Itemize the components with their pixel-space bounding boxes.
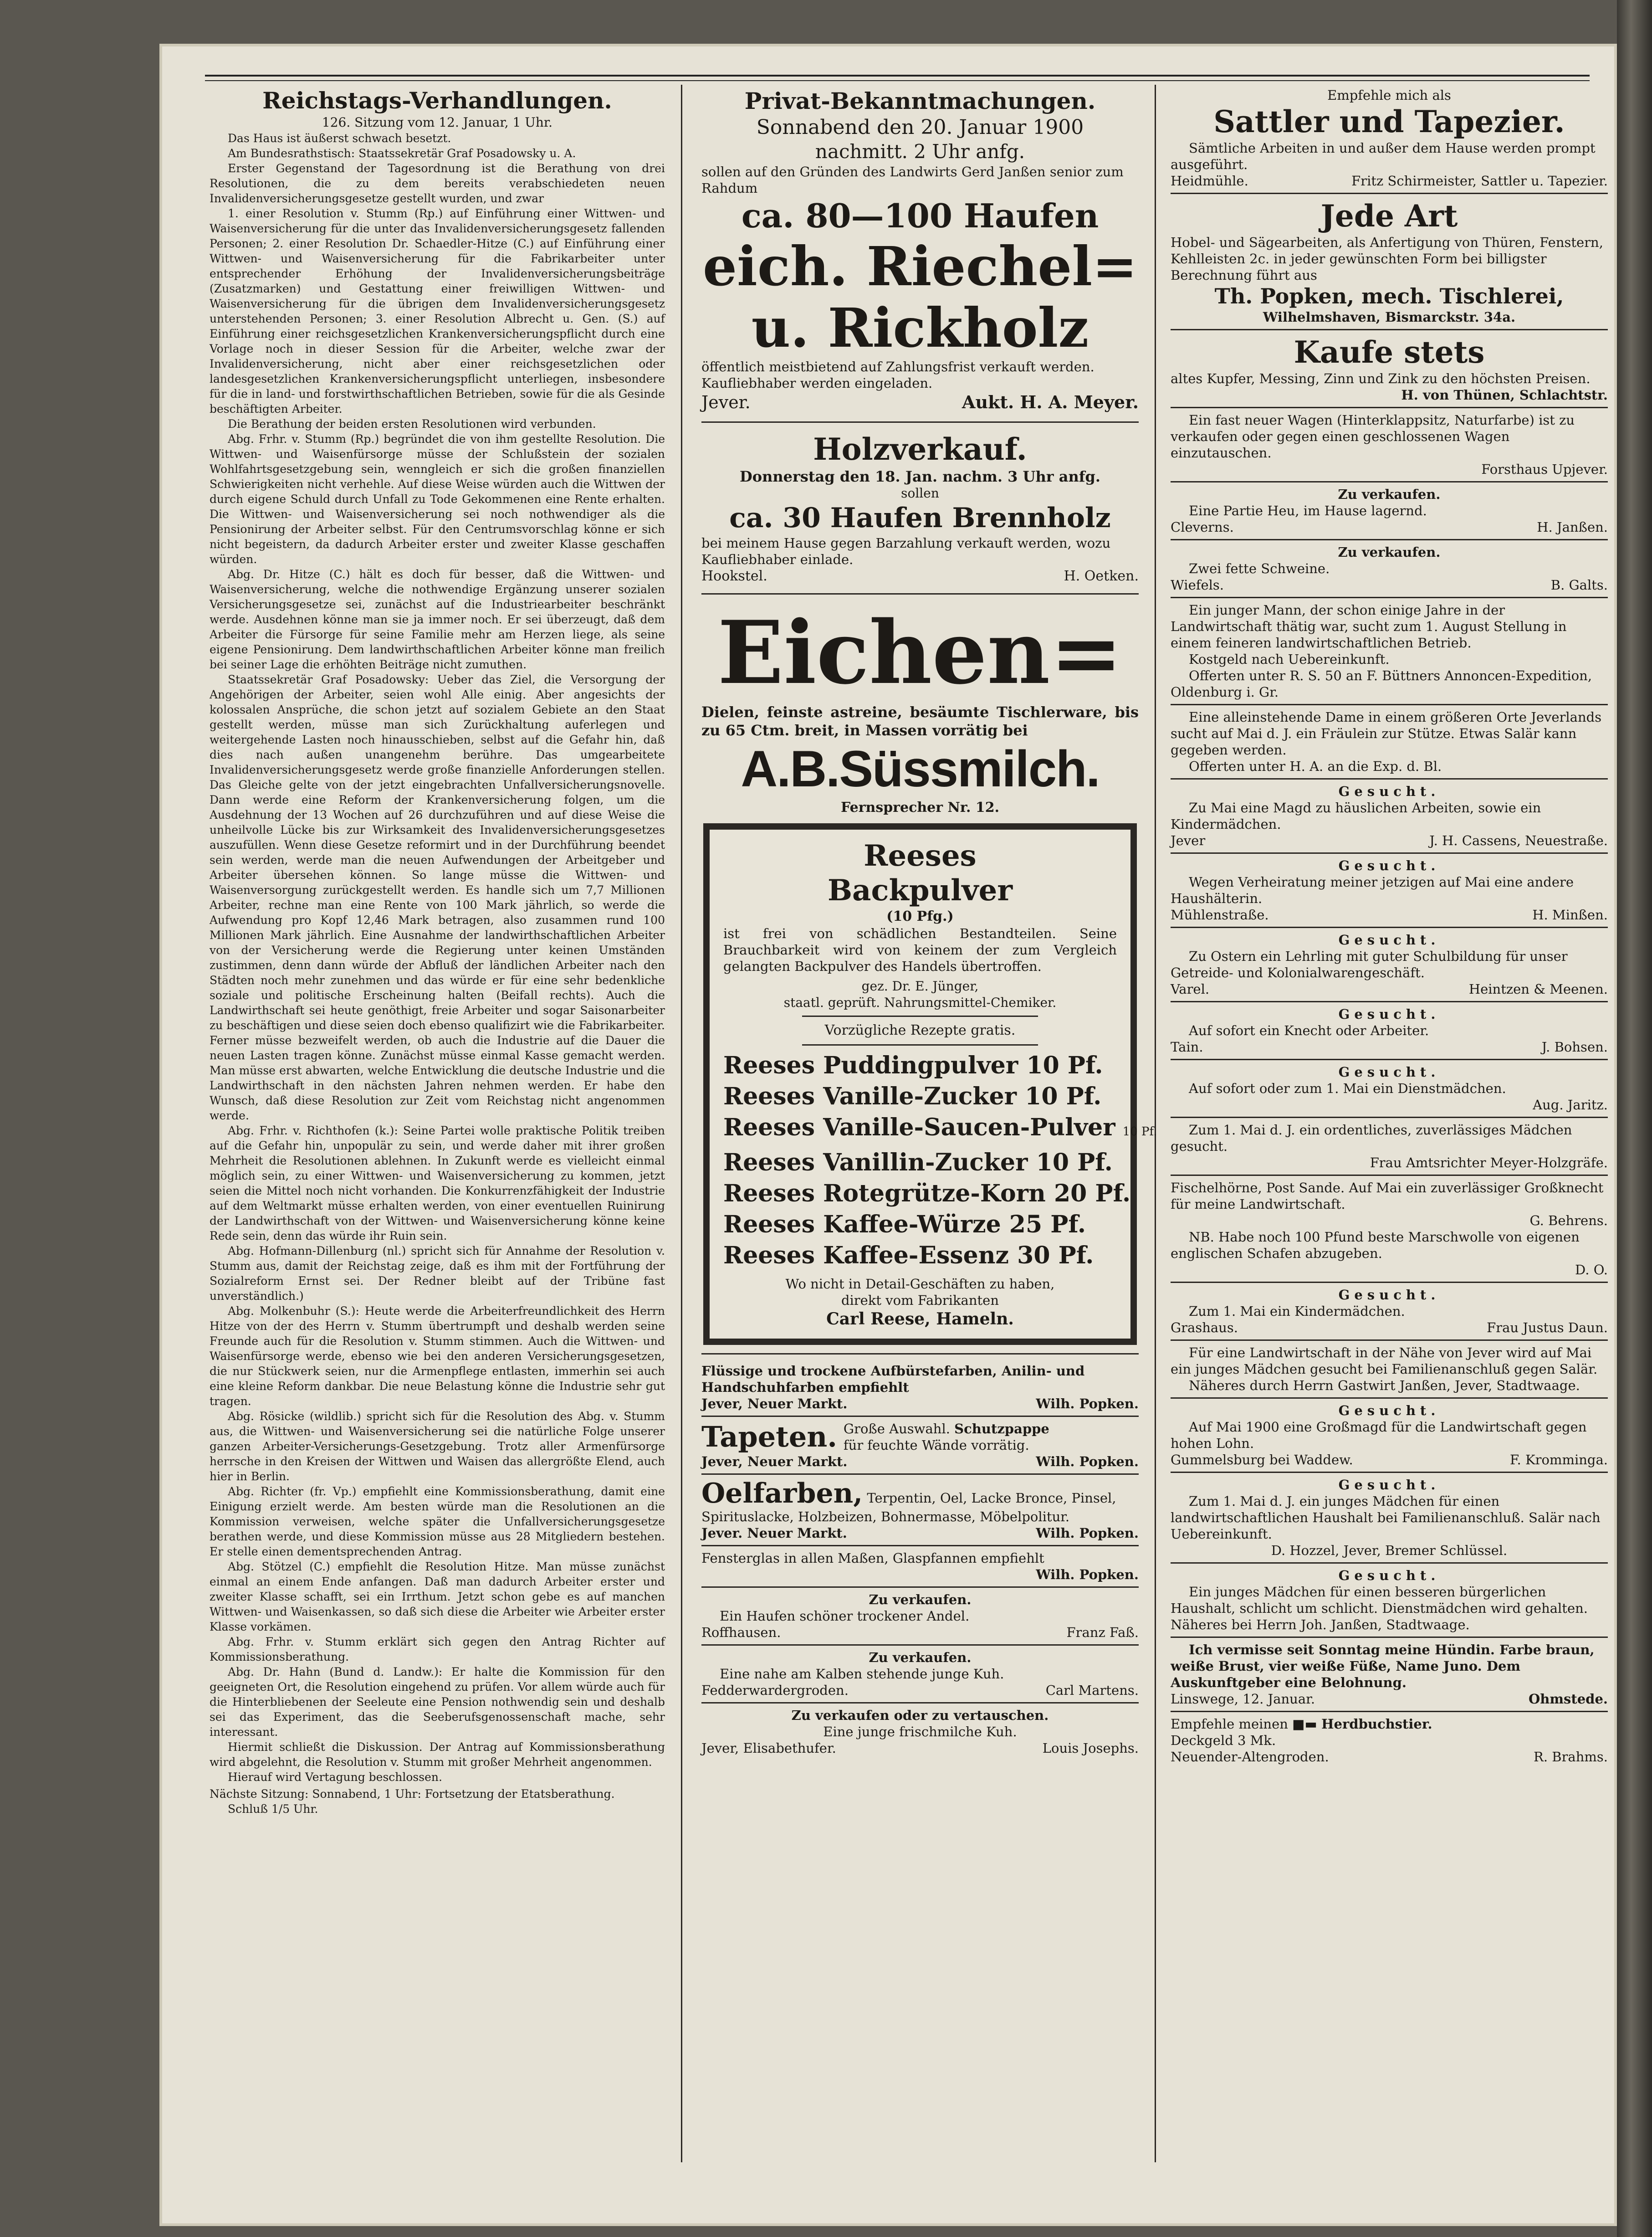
article-paragraph: Abg. Stötzel (C.) empfiehlt die Resolution Hitze. Man müsse zunächst einmal an einem Ende anfangen. Daß man dadurch Arbeiter erster und zweiter Klasse schafft, sei ein Irrthum. Jetzt schon gebe es auf manchen Wittwen- und Waisenkassen, so daß sich diese die Arbeiter wie Arbeiter erster Klasse vorkämen. <box>210 1560 665 1633</box>
article-paragraph: Staatssekretär Graf Posadowsky: Ueber das Ziel, die Versorgung der Angehörigen der Arbeiter, seien wohl Alle einig. Aber angesichts der kolossalen Ansprüche, die schon jetzt auf sozialem Gebiete an den Staat gestellt werden, müsse man sich Zurückhaltung auferlegen und weitergehende Lasten noch hinausschieben, selbst auf die Gefahr hin, daß dies nach außen unangenehm berühre. Das umgearbeitete Invalidenversicherungsgesetz werde große finanzielle Anforderungen stellen. Das Gleiche gelte von der jetzt eingebrachten Unfallversicherungsnovelle. Dann werde eine Reform der Krankenversicherung folgen, um die Ausdehnung der 13 Wochen auf 26 durchzuführen und auf diese Weise die unheilvolle Lücke bis zur Wirksamkeit des Invalidenversicherungsgesetzes auszufüllen. Wenn diese Gesetze reformirt und in der Durchführung beendet sein werden, werde man die neuen Aufwendungen der Arbeitgeber und Arbeiter übersehen können. So lange müsse die Wittwen- und Waisenversorgung zurückgestellt werden. Es handle sich um 7,7 Millionen Arbeiter, rechne man eine Rente von 100 Mark jährlich, so werde die Aufwendung pro Kopf 12,46 Mark betragen, also zusammen rund 100 Millionen Mark jährlich. Eine Ausnahme der landwirthschaftlichen Arbeiter von der Versicherung werde die Regierung unter keinen Umständen zustimmen, denn dann würde der Abfluß der ländlichen Arbeiter nach den Städten noch mehr zunehmen und das würde er für eine sehr bedenkliche soziale und politische Erscheinung halten (Beifall rechts). Auch die Landwirthschaft sei heute genöthigt, freie Arbeiter und sogar Saisonarbeiter zu beschäftigen und diese seien doch ebenso qualifizirt wie die Fabrikarbeiter. Ferner müsse bezweifelt werden, ob auch die Industrie auf die Dauer die neuen Lasten tragen könne. Zunächst müsse einmal Kasse gemacht werden. Man müsse erst abwarten, welche Entwicklung die deutsche Industrie und die Landwirthschaft in den nächsten Jahren nehmen werden. Er habe den Wunsch, daß diese Resolution zur Zeit vom Reichstag nicht angenommen werde. <box>210 673 665 1122</box>
separator <box>701 1353 1139 1355</box>
sattler-place: Heidmühle. <box>1171 173 1248 189</box>
eichen-ad <box>701 603 1139 817</box>
separator <box>1171 407 1608 408</box>
schweine-ad <box>1171 544 1608 593</box>
holz-signature: H. Oetken. <box>1064 568 1139 584</box>
popken-farben-signature: Wilh. Popken. <box>1036 1396 1139 1411</box>
reese-product-item <box>723 1081 1117 1112</box>
separator <box>701 421 1139 423</box>
gesucht6-text: Zum 1. Mai ein Kindermädchen. <box>1189 1303 1405 1319</box>
tapeten-text-3: für feuchte Wände vorrätig. <box>843 1437 1029 1453</box>
popken-tischlerei-ad <box>1171 198 1608 325</box>
reese-signature-2: staatl. geprüft. Nahrungsmittel-Chemiker. <box>783 995 1057 1010</box>
reese-product-label: Reeses Rotegrütze-Korn 20 Pf. <box>723 1180 1131 1207</box>
fensterglas-ad <box>701 1550 1139 1583</box>
mann-text-2: Kostgeld nach Uebereinkunft. <box>1189 652 1390 667</box>
gesucht4-title: Gesucht. <box>1338 1006 1440 1022</box>
landwirtschaft-maedchen-ad <box>1171 1344 1608 1394</box>
sattler-signature: Fritz Schirmeister, Sattler u. Tapezier. <box>1351 173 1608 189</box>
wagen-ad <box>1171 412 1608 477</box>
gesucht-haushaelterin-ad <box>1171 857 1608 923</box>
gesucht2-title: Gesucht. <box>1338 858 1440 873</box>
reese-price: (10 Pfg.) <box>886 908 954 924</box>
gesucht-lehrling-ad <box>1171 932 1608 997</box>
gesucht-kindermaedchen-ad <box>1171 1287 1608 1336</box>
kaufe-stets-ad <box>1171 334 1608 403</box>
holz-place: Hookstel. <box>701 568 767 584</box>
gesucht-grossmagd-ad <box>1171 1402 1608 1468</box>
eichen-body: Dielen, feinste astreine, besäumte Tischlerware, bis zu 65 Ctm. breit, in Massen vorrätig bei <box>701 703 1139 739</box>
tischlerei-firm: Th. Popken, mech. Tischlerei, <box>1214 284 1564 308</box>
fischel-signature: G. Behrens. <box>1529 1213 1608 1228</box>
reichstag-title: Reichstags-Verhandlungen. <box>262 87 612 114</box>
private-notices-header: Privat-Bekanntmachungen. <box>744 87 1096 114</box>
sattler-pre: Empfehle mich als <box>1327 87 1451 103</box>
auction-quantity: ca. 80—100 Haufen <box>741 196 1099 235</box>
wagen-signature: Forsthaus Upjever. <box>1481 462 1608 477</box>
separator <box>701 1702 1139 1703</box>
brahms-pre: Empfehle meinen <box>1171 1716 1288 1732</box>
gesucht1-text: Zu Mai eine Magd zu häuslichen Arbeiten, sowie ein Kindermädchen. <box>1171 800 1541 832</box>
separator <box>1171 1397 1608 1399</box>
gesucht5-text: Auf sofort oder zum 1. Mai ein Dienstmädchen. <box>1189 1081 1506 1096</box>
separator <box>802 1016 1038 1017</box>
huendin-place: Linswege, 12. Januar. <box>1171 1691 1315 1707</box>
sattler-text: Sämtliche Arbeiten in und außer dem Hause werden prompt ausgeführt. <box>1171 140 1596 172</box>
reese-product-item <box>723 1147 1117 1178</box>
gesucht1-title: Gesucht. <box>1338 784 1440 799</box>
separator <box>802 1044 1038 1046</box>
tischlerei-address: Wilhelmshaven, Bismarckstr. 34a. <box>1263 309 1516 325</box>
gesucht2-place: Mühlenstraße. <box>1171 907 1269 923</box>
schweine-text: Zwei fette Schweine. <box>1189 561 1330 576</box>
separator <box>701 1416 1139 1417</box>
separator <box>1171 1282 1608 1283</box>
reese-product-label: Reeses Vanille-Zucker 10 Pf. <box>723 1083 1102 1110</box>
holz-sollen: sollen <box>901 486 939 501</box>
huendin-ad <box>1171 1642 1608 1707</box>
column-advertisements-right <box>1171 87 1608 2155</box>
wagen-text: Ein fast neuer Wagen (Hinterklappsitz, Naturfarbe) ist zu verkaufen oder gegen einen geschlossenen Wagen einzutauschen. <box>1171 412 1575 461</box>
oelfarben-place: Jever. Neuer Markt. <box>701 1525 847 1541</box>
verk1-text: Ein Haufen schöner trockener Andel. <box>720 1608 970 1624</box>
gesucht2-signature: H. Minßen. <box>1532 907 1608 923</box>
column-rule-2 <box>1155 85 1156 2162</box>
gesucht7-signature: F. Kromminga. <box>1509 1452 1608 1467</box>
sattler-title: Sattler und Tapezier. <box>1213 104 1565 139</box>
separator <box>701 1545 1139 1546</box>
oelfarben-text: Terpentin, Oel, Lacke Bronce, Pinsel, Spirituslacke, Holzbeizen, Bohnermasse, Möbelpolitur. <box>701 1490 1116 1524</box>
reese-product-label: Reeses Kaffee-Würze 25 Pf. <box>723 1211 1086 1238</box>
verk1-place: Roffhausen. <box>701 1625 781 1640</box>
jede-art-title: Jede Art <box>1320 198 1458 234</box>
gesucht3-place: Varel. <box>1171 981 1210 997</box>
gesucht3-title: Gesucht. <box>1338 932 1440 948</box>
verk3-text: Eine junge frischmilche Kuh. <box>823 1724 1017 1739</box>
article-paragraph: Abg. Molkenbuhr (S.): Heute werde die Arbeiterfreundlichkeit des Herrn Hitze von der des Herrn v. Stumm übertrumpft und deshalb werden seine Freunde auch für die Resolution v. Stumm stimmen. Auch die Wittwen- und Waisenfürsorge werde, ebenso wie bei den anderen Versicherungsgesetzen, die nur Stückwerk seien, nur die Armenpflege entlasten, immerhin sei auch eine kleine Reform dankbar. Die neue Belastung könne die Industrie sehr gut tragen. <box>210 1304 665 1408</box>
gesucht-buergerlich-ad <box>1171 1567 1608 1633</box>
gesucht9-text: Ein junges Mädchen für einen besseren bürgerlichen Haushalt, schlicht um schlicht. Dienstmädchen wird gehalten. Näheres bei Herrn Joh. Janßen, Stadtwaage. <box>1171 1584 1588 1632</box>
verk3-title: Zu verkaufen oder zu vertauschen. <box>791 1708 1049 1723</box>
separator <box>701 1473 1139 1475</box>
reese-backpulver-ad <box>703 823 1157 1345</box>
popken-aufbuerstefarben-ad <box>701 1363 1139 1412</box>
fensterglas-text: Fensterglas in allen Maßen, Glaspfannen empfiehlt <box>701 1550 1044 1566</box>
holzverkauf-ad <box>701 431 1139 585</box>
landwirt-text: Für eine Landwirtschaft in der Nähe von Jever wird auf Mai ein junges Mädchen gesucht bei Familienanschluß gegen Salär. <box>1171 1345 1598 1377</box>
oelfarben-ad <box>701 1478 1139 1541</box>
schweine-place: Wiefels. <box>1171 577 1224 593</box>
zu-verkaufen-andel-ad <box>701 1591 1139 1641</box>
separator <box>1171 1472 1608 1473</box>
verk2-text: Eine nahe am Kalben stehende junge Kuh. <box>720 1666 1004 1682</box>
brahms-signature: R. Brahms. <box>1533 1749 1608 1765</box>
auction-place: Jever. <box>701 392 751 412</box>
column-advertisements-center <box>701 87 1157 2155</box>
article-paragraph: Abg. Frhr. v. Richthofen (k.): Seine Partei wolle praktische Politik treiben auf die Gefahr hin, unpopulär zu sein, und werde daher mit ihrer großen Mehrheit die Resolutionen ablehnen. In Zukunft werde es vielleicht einmal möglich sein, zu einer Wittwen- und Waisenversicherung zu kommen, jetzt seien die Mittel noch nicht vorhanden. Die Konkurrenzfähigkeit der Industrie auf dem Weltmarkt müsse erhalten werden, von einer eventuellen Ruinirung der Landwirthschaft von der Wittwen- und Waisenversicherung könne keine Rede sein, denn das würde ihr Ruin sein. <box>210 1124 665 1242</box>
fischel-nb: NB. Habe noch 100 Pfund beste Marschwolle von eigenen englischen Schafen abzugeben. <box>1171 1229 1580 1261</box>
auction-body: öffentlich meistbietend auf Zahlungsfrist verkauft werden. Kaufliebhaber werden eingeladen. <box>701 359 1095 391</box>
tapeten-place: Jever, Neuer Markt. <box>701 1454 848 1469</box>
gesucht6-place: Grashaus. <box>1171 1320 1238 1335</box>
verk1-title: Zu verkaufen. <box>869 1592 972 1607</box>
separator <box>1171 852 1608 854</box>
reese-title-2: Backpulver <box>827 873 1013 908</box>
kaufe-signature: H. von Thünen, Schlachtstr. <box>1401 387 1608 403</box>
holz-date: Donnerstag den 18. Jan. nachm. 3 Uhr anfg. <box>739 468 1100 485</box>
gesucht5-title: Gesucht. <box>1338 1064 1440 1080</box>
holz-body: bei meinem Hause gegen Barzahlung verkauft werden, wozu Kaufliebhaber einlade. <box>701 535 1111 567</box>
kaufe-title: Kaufe stets <box>1294 334 1485 370</box>
fischel-nb-signature: D. O. <box>1575 1262 1608 1278</box>
zu-verkaufen-vertauschen-ad <box>701 1707 1139 1756</box>
separator <box>1171 1117 1608 1118</box>
maedchen-signature: Frau Amtsrichter Meyer-Holzgräfe. <box>1370 1155 1608 1170</box>
separator <box>701 593 1139 595</box>
heu-title: Zu verkaufen. <box>1338 487 1441 502</box>
gesucht3-signature: Heintzen & Meenen. <box>1468 981 1608 997</box>
reese-product-item <box>723 1240 1117 1271</box>
session-line: 126. Sitzung vom 12. Januar, 1 Uhr. <box>322 115 553 130</box>
bull-icon: ■▬ <box>1292 1716 1317 1732</box>
eichen-title: Eichen= <box>717 602 1123 703</box>
auction-item-2: u. Rickholz <box>751 296 1089 359</box>
oelfarben-signature: Wilh. Popken. <box>1036 1525 1139 1541</box>
reese-footer-1: Wo nicht in Detail-Geschäften zu haben, <box>785 1276 1055 1292</box>
gesucht4-text: Auf sofort ein Knecht oder Arbeiter. <box>1189 1023 1429 1038</box>
scan-edge <box>1617 0 1652 2237</box>
tapeten-title: Tapeten. <box>701 1420 837 1453</box>
separator <box>1171 539 1608 540</box>
gesucht-junges-maedchen-ad <box>1171 1477 1608 1559</box>
oelfarben-title: Oelfarben, <box>701 1478 863 1509</box>
holz-quantity: ca. 30 Haufen Brennholz <box>729 502 1111 534</box>
article-paragraph: Abg. Frhr. v. Stumm erklärt sich gegen den Antrag Richter auf Kommissionsberathung. <box>210 1635 665 1663</box>
reese-body: ist frei von schädlichen Bestandteilen. Seine Brauchbarkeit wird von keinem der zum Vergleich gelangten Backpulver des Handels übertroffen. <box>723 926 1117 974</box>
separator <box>1171 329 1608 330</box>
brahms-place: Neuender-Altengroden. <box>1171 1749 1329 1765</box>
heu-ad <box>1171 486 1608 535</box>
fensterglas-signature: Wilh. Popken. <box>1036 1567 1139 1582</box>
auction-text: sollen auf den Gründen des Landwirts Gerd Janßen senior zum Rahdum <box>701 164 1124 196</box>
holz-title: Holzverkauf. <box>813 431 1027 467</box>
verk1-signature: Franz Faß. <box>1066 1625 1139 1640</box>
separator <box>1171 1711 1608 1712</box>
gesucht6-title: Gesucht. <box>1338 1287 1440 1303</box>
article-paragraph: Das Haus ist äußerst schwach besetzt. <box>228 132 451 145</box>
article-paragraph: Abg. Hofmann-Dillenburg (nl.) spricht sich für Annahme der Resolution v. Stumm aus, damit der Reichstag zeige, daß es ihm mit der Fortführung der Sozialreform Ernst sei. Der Redner bleibt auf der Tribüne fast unverständlich.) <box>210 1244 665 1303</box>
tapeten-signature: Wilh. Popken. <box>1036 1454 1139 1469</box>
separator <box>1171 1059 1608 1060</box>
gesucht4-place: Tain. <box>1171 1039 1203 1055</box>
gesucht-dienstmaedchen-ad <box>1171 1064 1608 1113</box>
brahms-title: Herdbuchstier. <box>1321 1716 1432 1732</box>
reese-sauce-price: 10 Pf. <box>1122 1125 1157 1139</box>
tischlerei-text: Hobel- und Sägearbeiten, als Anfertigung von Thüren, Fenstern, Kehlleisten 2c. in jeder gewünschten Form bei billigster Berechnung führt aus <box>1171 235 1603 283</box>
auction-signature: Aukt. H. A. Meyer. <box>962 392 1139 412</box>
zu-verkaufen-kuh-ad <box>701 1649 1139 1698</box>
separator <box>701 1644 1139 1646</box>
fischel-text: Fischelhörne, Post Sande. Auf Mai ein zuverlässiger Großknecht für meine Landwirtschaft. <box>1171 1180 1604 1212</box>
brahms-text: Deckgeld 3 Mk. <box>1171 1733 1276 1748</box>
reese-recipes: Vorzügliche Rezepte gratis. <box>824 1022 1016 1038</box>
eichen-phone: Fernsprecher Nr. 12. <box>840 800 1000 816</box>
reese-title-1: Reeses <box>864 839 977 873</box>
article-paragraph: 1. einer Resolution v. Stumm (Rp.) auf Einführung einer Wittwen- und Waisenversicherung für die unter das Invalidenversicherungsgesetz fallenden Personen; 2. einer Resolution Dr. Schaedler-Hitze (C.) auf Einführung einer Wittwen- und Waisenversicherung für die Fabrikarbeiter unter entsprechender Erhöhung der Invalidenversicherungsbeiträge (Zusatzmarken) und Gestattung einer freiwilligen Wittwen- und Waisenversicherung für die übrigen dem Invalidenversicherungsgesetz unterstehenden Personen; 3. einer Resolution Albrecht u. Gen. (S.) auf Einführung einer reichsgesetzlichen Krankenversicherungspflicht durch eine Vorlage noch in dieser Session für die Arbeiter, welche zwar der Invalidenversicherung, nicht aber einer reichsgesetzlichen oder landesgesetzlichen Krankenversicherungspflicht unterliegen, insbesondere für die in land- und forstwirthschaftlichen Betrieben, sowie für die als Gesinde beschäftigten Arbeiter. <box>210 207 665 416</box>
gesucht3-text: Zu Ostern ein Lehrling mit guter Schulbildung für unser Getreide- und Kolonialwarengeschäft. <box>1171 949 1568 980</box>
dame-text: Eine alleinstehende Dame in einem größeren Orte Jeverlands sucht auf Mai d. J. ein Fräulein zur Stütze. Etwas Salär kann gegeben werden. <box>1171 709 1602 758</box>
article-paragraph: Erster Gegenstand der Tagesordnung ist die Berathung von drei Resolutionen, die zu dem bereits verabschiedeten neuen Invalidenversicherungsgesetze gestellt wurden, und zwar <box>210 162 665 205</box>
mann-text: Ein junger Mann, der schon einige Jahre in der Landwirtschaft thätig war, sucht zum 1. August Stellung in einem feineren landwirtschaftlichen Betrieb. <box>1171 602 1567 651</box>
auction-item-1: eich. Riechel= <box>702 235 1138 298</box>
reichstag-article-body <box>210 131 665 1785</box>
popken-farben-place: Jever, Neuer Markt. <box>701 1396 848 1411</box>
article-paragraph: Abg. Rösicke (wildlib.) spricht sich für die Resolution des Abg. v. Stumm aus, die Wittwen- und Waisenversicherung sei die natürliche Folge unserer ganzen Arbeiter-Versicherungs-Gesetzgebung. Trotz aller Armenfürsorge herrsche in den Kreisen der Wittwen und Waisen das allergrößte Elend, auch hier in Berlin. <box>210 1410 665 1483</box>
tapeten-text-1: Große Auswahl. <box>843 1421 950 1437</box>
gesucht5-signature: Aug. Jaritz. <box>1533 1097 1608 1113</box>
next-session: Nächste Sitzung: Sonnabend, 1 Uhr: Fortsetzung der Etatsberathung. <box>210 1787 615 1801</box>
verk2-place: Fedderwardergroden. <box>701 1683 849 1698</box>
heu-signature: H. Janßen. <box>1537 519 1608 535</box>
gesucht8-signature: D. Hozzel, Jever, Bremer Schlüssel. <box>1271 1543 1508 1558</box>
huendin-text: Ich vermisse seit Sonntag meine Hündin. Farbe braun, weiße Brust, vier weiße Füße, Name Juno. Dem Auskunftgeber eine Belohnung. <box>1171 1642 1595 1690</box>
separator <box>1171 481 1608 482</box>
reese-product-item <box>723 1050 1117 1081</box>
gesucht9-title: Gesucht. <box>1338 1568 1440 1583</box>
heu-text: Eine Partie Heu, im Hause lagernd. <box>1189 503 1427 518</box>
sattler-ad <box>1171 87 1608 189</box>
eichen-firm: A.B.Süssmilch. <box>741 740 1100 797</box>
schweine-signature: B. Galts. <box>1550 577 1608 593</box>
herdbuchstier-ad <box>1171 1716 1608 1765</box>
reese-product-item <box>723 1112 1157 1147</box>
reese-product-list <box>723 1050 1157 1271</box>
verk3-place: Jever, Elisabethufer. <box>701 1740 836 1756</box>
verk3-signature: Louis Josephs. <box>1042 1740 1139 1756</box>
gesucht8-title: Gesucht. <box>1338 1477 1440 1493</box>
reese-product-label: Reeses Vanille-Saucen-Pulver <box>723 1113 1115 1141</box>
maedchen-text: Zum 1. Mai d. J. ein ordentliches, zuverlässiges Mädchen gesucht. <box>1171 1122 1572 1154</box>
dame-text-2: Offerten unter H. A. an die Exp. d. Bl. <box>1189 759 1442 774</box>
separator <box>1171 1001 1608 1002</box>
gesucht1-place: Jever <box>1171 833 1206 848</box>
gesucht2-text: Wegen Verheiratung meiner jetzigen auf Mai eine andere Haushälterin. <box>1171 874 1574 906</box>
article-paragraph: Die Berathung der beiden ersten Resolutionen wird verbunden. <box>228 417 596 431</box>
reese-signature-1: gez. Dr. E. Jünger, <box>861 979 979 994</box>
separator <box>1171 1637 1608 1638</box>
closing-time: Schluß 1/5 Uhr. <box>228 1802 318 1816</box>
article-paragraph: Am Bundesrathstisch: Staatssekretär Graf Posadowsky u. A. <box>228 147 576 160</box>
popken-farben-text: Flüssige und trockene Aufbürstefarben, Anilin- und Handschuhfarben empfiehlt <box>701 1363 1085 1395</box>
gesucht6-signature: Frau Justus Daun. <box>1487 1320 1608 1335</box>
reese-product-label: Reeses Kaffee-Essenz 30 Pf. <box>723 1242 1094 1269</box>
article-paragraph: Abg. Dr. Hitze (C.) hält es doch für besser, daß die Wittwen- und Waisenversicherung, welche die nothwendige Ergänzung unserer sozialen Versicherungsgesetze sei, zunächst auf die Industriearbeiter beschränkt werde. Ausdehnen könne man sie ja immer noch. Er sei überzeugt, daß dem Arbeiter die Fürsorge für seine Familie mehr am Herzen liege, als seine eigene Pensionirung. Dem landwirthschaftlichen Arbeiter könne man freilich bei seiner Lage die erhöhten Beiträge nicht zumuthen. <box>210 568 665 671</box>
gesucht-knecht-ad <box>1171 1006 1608 1055</box>
verk2-title: Zu verkaufen. <box>869 1650 972 1665</box>
separator <box>1171 1562 1608 1564</box>
article-paragraph: Abg. Richter (fr. Vp.) empfiehlt eine Kommissionsberathung, damit eine Einigung erzielt werde. Am besten würde man die Resolutionen an die Kommission verweisen, welche später die Unfallversicherungsgesetze berathen werde, und diese Kommission müsse aus 28 Mitgliedern bestehen. Er stelle einen dementsprechenden Antrag. <box>210 1485 665 1558</box>
gesucht7-title: Gesucht. <box>1338 1403 1440 1418</box>
separator <box>1171 1175 1608 1176</box>
tapeten-text-2: Schutzpappe <box>954 1421 1049 1437</box>
article-paragraph: Hiermit schließt die Diskussion. Der Antrag auf Kommissionsberathung wird abgelehnt, die Resolution v. Stumm mit großer Mehrheit angenommen. <box>210 1740 665 1769</box>
gesucht-magd-ad <box>1171 783 1608 849</box>
separator <box>1171 927 1608 928</box>
heu-place: Cleverns. <box>1171 519 1234 535</box>
separator <box>1171 778 1608 780</box>
gesucht7-text: Auf Mai 1900 eine Großmagd für die Landwirtschaft gegen hohen Lohn. <box>1171 1419 1587 1451</box>
mann-text-3: Offerten unter R. S. 50 an F. Büttners Annoncen-Expedition, Oldenburg i. Gr. <box>1171 668 1592 700</box>
junger-mann-ad <box>1171 602 1608 700</box>
dame-ad <box>1171 709 1608 775</box>
auction-date: Sonnabend den 20. Januar 1900 <box>756 116 1084 139</box>
reese-maker: Carl Reese, Hameln. <box>826 1309 1014 1329</box>
landwirt-text-2: Näheres durch Herrn Gastwirt Janßen, Jever, Stadtwaage. <box>1189 1378 1580 1393</box>
auction-time: nachmitt. 2 Uhr anfg. <box>815 140 1025 163</box>
huendin-signature: Ohmstede. <box>1528 1691 1608 1707</box>
article-paragraph: Abg. Frhr. v. Stumm (Rp.) begründet die von ihm gestellte Resolution. Die Wittwen- und Waisenfürsorge müsse der Schlußstein der sozialen Wohlfahrtsgesetzgebung sein, wenngleich er sich die großen finanziellen Schwierigkeiten nicht verhehle. Auf diese Weise würden auch die Wittwen der durch eigene Schuld durch Unfall zu Tode Gekommenen eine Rente erhalten. Die Wittwen- und Waisenversicherung sei noch nothwendiger als die Pensionirung der Arbeiter selbst. Für den Centrumsvorschlag könne er sich nicht begeistern, da dadurch Arbeiter erster und zweiter Klasse geschaffen würden. <box>210 432 665 566</box>
separator <box>701 1586 1139 1588</box>
separator <box>1171 597 1608 598</box>
reese-product-label: Reeses Puddingpulver 10 Pf. <box>723 1052 1103 1079</box>
gesucht4-signature: J. Bohsen. <box>1541 1039 1608 1055</box>
kaufe-text: altes Kupfer, Messing, Zinn und Zink zu den höchsten Preisen. <box>1171 371 1591 386</box>
separator <box>1171 1339 1608 1341</box>
reese-footer-2: direkt vom Fabrikanten <box>841 1293 999 1308</box>
top-rule <box>205 75 1590 81</box>
newspaper-page <box>159 44 1617 2226</box>
article-paragraph: Hierauf wird Vertagung beschlossen. <box>228 1770 442 1784</box>
schweine-title: Zu verkaufen. <box>1338 544 1441 560</box>
auction-ad <box>701 115 1139 413</box>
verk2-signature: Carl Martens. <box>1045 1683 1139 1698</box>
article-paragraph: Abg. Dr. Hahn (Bund d. Landw.): Er halte die Kommission für den geeigneten Ort, die Resolution eingehend zu prüfen. Vor allem würde auch für die Hinterbliebenen der Seeleute eine Pension nothwendig sein und deshalb sei das Experiment, das die Seeberufsgenossenschaft mache, sehr interessant. <box>210 1665 665 1739</box>
tapeten-ad <box>701 1421 1139 1470</box>
separator <box>1171 704 1608 705</box>
gesucht1-signature: J. H. Cassens, Neuestraße. <box>1429 833 1608 848</box>
fischelhoerne-ad <box>1171 1180 1608 1278</box>
reese-product-label: Reeses Vanillin-Zucker 10 Pf. <box>723 1149 1113 1176</box>
gesucht8-text: Zum 1. Mai d. J. ein junges Mädchen für einen landwirtschaftlichen Haushalt bei Familienanschluß. Salär nach Uebereinkunft. <box>1171 1493 1601 1542</box>
reese-product-item <box>723 1178 1131 1209</box>
reese-product-item <box>723 1209 1117 1240</box>
maedchen-ad <box>1171 1122 1608 1171</box>
separator <box>1171 193 1608 194</box>
column-rule-1 <box>681 85 682 2162</box>
column-reichstag <box>210 87 665 2155</box>
gesucht7-place: Gummelsburg bei Waddew. <box>1171 1452 1353 1467</box>
